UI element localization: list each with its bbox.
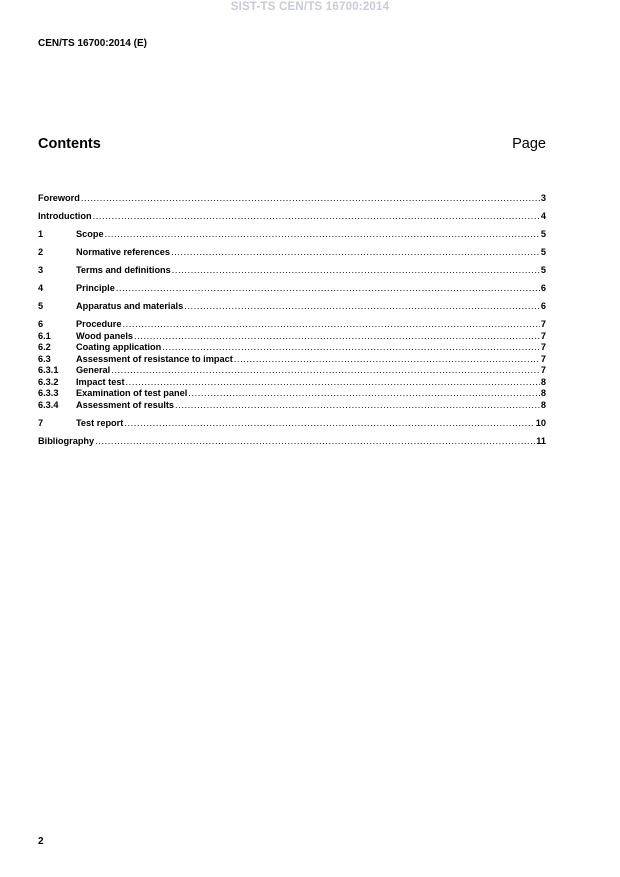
toc-entry-title: Wood panels (76, 330, 133, 341)
toc-entry-page: 6 (540, 301, 546, 311)
toc-entry-6-3[interactable] (38, 354, 546, 365)
toc-entry-title: Apparatus and materials (76, 301, 184, 311)
toc-entry-foreword[interactable] (38, 193, 546, 204)
toc-entry-title: Coating application (76, 342, 162, 352)
toc-entry-title: Foreword (38, 193, 80, 203)
document-identifier: CEN/TS 16700:2014 (E) (38, 38, 147, 49)
toc-leader-dots (81, 193, 540, 204)
table-of-contents (38, 193, 546, 446)
toc-entry-page: 5 (540, 265, 546, 275)
toc-entry-page: 5 (540, 247, 546, 257)
toc-leader-dots (93, 211, 540, 222)
toc-entry-page: 6 (540, 283, 546, 293)
toc-entry-number: 6.3.4 (38, 399, 59, 410)
toc-entry-page: 7 (540, 353, 546, 364)
toc-entry-number: 6 (38, 319, 44, 329)
toc-entry-page: 8 (540, 376, 546, 387)
toc-entry-page: 3 (540, 193, 546, 203)
toc-entry-title: Test report (76, 417, 124, 428)
toc-leader-dots (184, 301, 540, 312)
toc-entry-1[interactable] (38, 229, 546, 240)
toc-entry-number: 5 (38, 301, 44, 311)
toc-entry-number: 6.2 (38, 342, 51, 352)
toc-entry-title: Assessment of results (76, 399, 175, 410)
toc-leader-dots (175, 400, 540, 411)
toc-entry-bibliography[interactable] (38, 436, 546, 447)
toc-entry-4[interactable] (38, 283, 546, 294)
toc-entry-number: 4 (38, 283, 44, 293)
toc-entry-6-2[interactable] (38, 342, 546, 353)
toc-entry-title: Introduction (38, 211, 92, 221)
toc-entry-number: 1 (38, 229, 44, 239)
toc-entry-6-3-3[interactable] (38, 388, 546, 399)
page-column-label: Page (512, 136, 546, 152)
toc-leader-dots (234, 354, 540, 365)
toc-entry-title: Scope (76, 229, 104, 239)
toc-leader-dots (172, 265, 540, 276)
toc-leader-dots (116, 283, 540, 294)
toc-entry-6-3-2[interactable] (38, 377, 546, 388)
toc-entry-number: 6.3.3 (38, 388, 59, 398)
toc-entry-page: 8 (540, 388, 546, 398)
toc-entry-number: 3 (38, 265, 44, 275)
toc-entry-number: 6.3.1 (38, 365, 59, 375)
toc-entry-page: 7 (540, 319, 546, 329)
toc-leader-dots (95, 436, 535, 447)
toc-entry-page: 7 (540, 330, 546, 341)
toc-entry-title: General (76, 365, 111, 375)
toc-entry-page: 10 (535, 417, 546, 428)
toc-leader-dots (126, 377, 540, 388)
toc-entry-5[interactable] (38, 301, 546, 312)
toc-entry-introduction[interactable] (38, 211, 546, 222)
toc-entry-number: 6.3 (38, 353, 51, 364)
toc-entry-page: 4 (540, 211, 546, 221)
toc-leader-dots (171, 247, 540, 258)
toc-entry-page: 7 (540, 365, 546, 375)
toc-leader-dots (124, 418, 534, 429)
toc-entry-page: 11 (536, 435, 546, 446)
toc-entry-number: 7 (38, 417, 44, 428)
toc-leader-dots (134, 331, 540, 342)
toc-entry-page: 5 (540, 229, 546, 239)
toc-entry-number: 6.3.2 (38, 376, 59, 387)
page-number: 2 (38, 836, 44, 847)
toc-entry-title: Normative references (76, 247, 170, 257)
toc-entry-title: Bibliography (38, 435, 95, 446)
contents-heading: Contents (38, 136, 101, 152)
toc-entry-3[interactable] (38, 265, 546, 276)
toc-entry-title: Impact test (76, 376, 125, 387)
watermark: SIST-TS CEN/TS 16700:2014 (230, 1, 390, 13)
toc-entry-6-1[interactable] (38, 331, 546, 342)
toc-entry-title: Principle (76, 283, 115, 293)
toc-entry-6-3-1[interactable] (38, 365, 546, 376)
toc-entry-title: Terms and definitions (76, 265, 171, 275)
toc-entry-title: Assessment of resistance to impact (76, 353, 233, 364)
toc-entry-title: Procedure (76, 319, 122, 329)
toc-entry-7[interactable] (38, 418, 546, 429)
toc-entry-number: 6.1 (38, 330, 51, 341)
toc-leader-dots (105, 229, 540, 240)
toc-entry-6[interactable] (38, 319, 546, 330)
toc-entry-6-3-4[interactable] (38, 400, 546, 411)
toc-leader-dots (122, 319, 539, 330)
toc-entry-page: 7 (540, 342, 546, 352)
toc-entry-page: 8 (540, 399, 546, 410)
toc-entry-number: 2 (38, 247, 44, 257)
toc-leader-dots (111, 365, 540, 376)
toc-entry-2[interactable] (38, 247, 546, 258)
toc-leader-dots (188, 388, 540, 399)
toc-entry-title: Examination of test panel (76, 388, 188, 398)
toc-leader-dots (162, 342, 540, 353)
